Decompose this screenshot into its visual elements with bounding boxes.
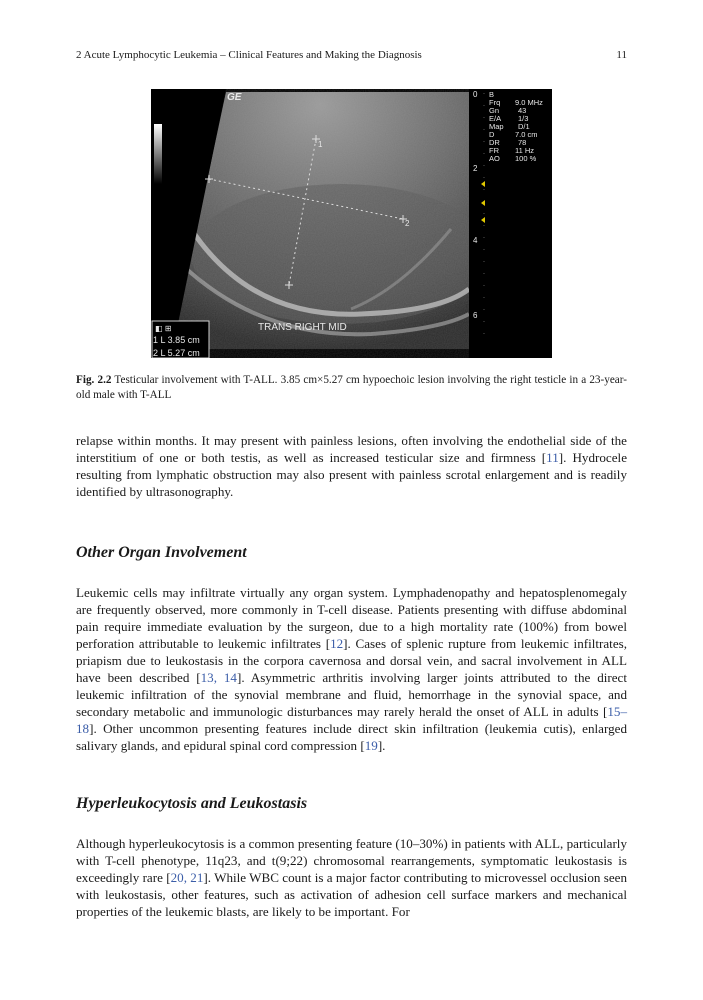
setting-key: B	[489, 90, 495, 99]
text: ]. Hydrocele resulting from lymphatic obstruction may also present with painless scrotal enlargement and is readily identified by ultrasonography.	[76, 450, 628, 499]
text: ]. Cases of splenic rupture from leukemic infiltrates, priapism due to leukostasis in the corpora cavernosa and dorsal vein, and sacral involvement in ALL have been described [	[76, 636, 628, 685]
section-heading-hyperleukocytosis: Hyperleukocytosis and Leukostasis	[76, 795, 308, 812]
citation-link[interactable]: 15–18	[76, 704, 627, 736]
citation-link[interactable]: 13, 14	[200, 670, 237, 685]
grayscale-bar	[154, 124, 162, 184]
ge-logo: GE	[227, 92, 242, 103]
page-number: 11	[616, 49, 627, 61]
paragraph-hyperleukocytosis	[76, 835, 627, 920]
setting-value: 78	[518, 138, 527, 147]
measure-box-icon: ◧ ⊞	[155, 324, 172, 333]
trans-label: TRANS RIGHT MID	[258, 322, 347, 333]
depth-mark-2: 2	[473, 164, 478, 173]
chapter-title: 2 Acute Lymphocytic Leukemia – Clinical Features and Making the Diagnosis	[76, 49, 422, 61]
depth-mark-0: 0	[473, 90, 478, 99]
figure-caption	[76, 373, 627, 403]
setting-key: Map	[489, 122, 504, 131]
section-heading-other-organ: Other Organ Involvement	[76, 544, 247, 561]
setting-key: FR	[489, 146, 499, 155]
setting-key: Frq	[489, 98, 501, 107]
measurement-1: 1 L 3.85 cm	[153, 335, 200, 345]
ultrasound-image	[151, 89, 552, 358]
paragraph-relapse	[76, 432, 627, 500]
text: ]. Other uncommon presenting features include direct skin infiltration (leukemia cutis), enlarged salivary glands, and epidural spinal cord compression [	[76, 721, 627, 753]
text: relapse within months. It may present with painless lesions, often involving the endothelial side of the interstitium of one or both testis, as well as increased testicular size and firmness [	[76, 433, 627, 465]
depth-mark-4: 4	[473, 236, 478, 245]
setting-value: D/1	[518, 122, 530, 131]
setting-value: 100 %	[515, 154, 537, 163]
citation-link[interactable]: 20, 21	[170, 870, 204, 885]
caliper-2-label: 2	[405, 219, 410, 228]
citation-link[interactable]: 12	[330, 636, 344, 651]
measurement-2: 2 L 5.27 cm	[153, 348, 200, 358]
setting-key: E/A	[489, 114, 502, 123]
setting-value: 1/3	[518, 114, 529, 123]
setting-value: 43	[518, 106, 527, 115]
caption-text: Testicular involvement with T-ALL. 3.85 cm×5.27 cm hypoechoic lesion involving the right testicle in a 23-year-old male with T-ALL	[76, 374, 627, 401]
setting-value: 11 Hz	[515, 146, 535, 155]
caliper-1-label: 1	[318, 140, 323, 149]
setting-key: DR	[489, 138, 500, 147]
setting-value: 9.0 MHz	[515, 98, 543, 107]
depth-mark-6: 6	[473, 311, 478, 320]
text: ].	[377, 738, 386, 753]
setting-key: AO	[489, 154, 500, 163]
setting-key: Gn	[489, 106, 500, 115]
paragraph-other-organ	[76, 584, 627, 754]
citation-link[interactable]: 11	[546, 450, 559, 465]
text: Although hyperleukocytosis is a common presenting feature (10–30%) in patients with ALL, particularly with T-cell phenotype, 11q23, and t(9;22) chromosomal rearrangements, symptomatic leukostasis is exceedingly rare [	[76, 836, 627, 885]
text: ]. While WBC count is a major factor contributing to microvessel occlusion seen with leukostasis, other features, such as activation of adhesion cell surface markers and mechanical properties of the leukemic blasts, are likely to be important. For	[76, 870, 627, 919]
setting-value: 7.0 cm	[515, 130, 538, 139]
citation-link[interactable]: 19	[364, 738, 378, 753]
running-header	[76, 49, 627, 65]
text: Leukemic cells may infiltrate virtually any organ system. Lymphadenopathy and hepatosplenomegaly are frequently observed, more commonly in T-cell disease. Patients presenting with diffuse abdominal pain require immediate evaluation by the surgeon, due to a high mortality rate (100%) from bowel perforation attributable to leukemic infiltrates [	[76, 585, 627, 651]
text: ]. Asymmetric arthritis involving larger joints attributed to the direct leukemic infiltration of the synovial membrane and fluid, hemorrhage in the synovial space, and secondary metabolic and immunologic disturbances may rarely herald the onset of ALL in adults [	[76, 670, 627, 719]
setting-key: D	[489, 130, 495, 139]
caption-label: Fig. 2.2	[76, 374, 112, 386]
ultrasound-figure	[151, 89, 552, 358]
